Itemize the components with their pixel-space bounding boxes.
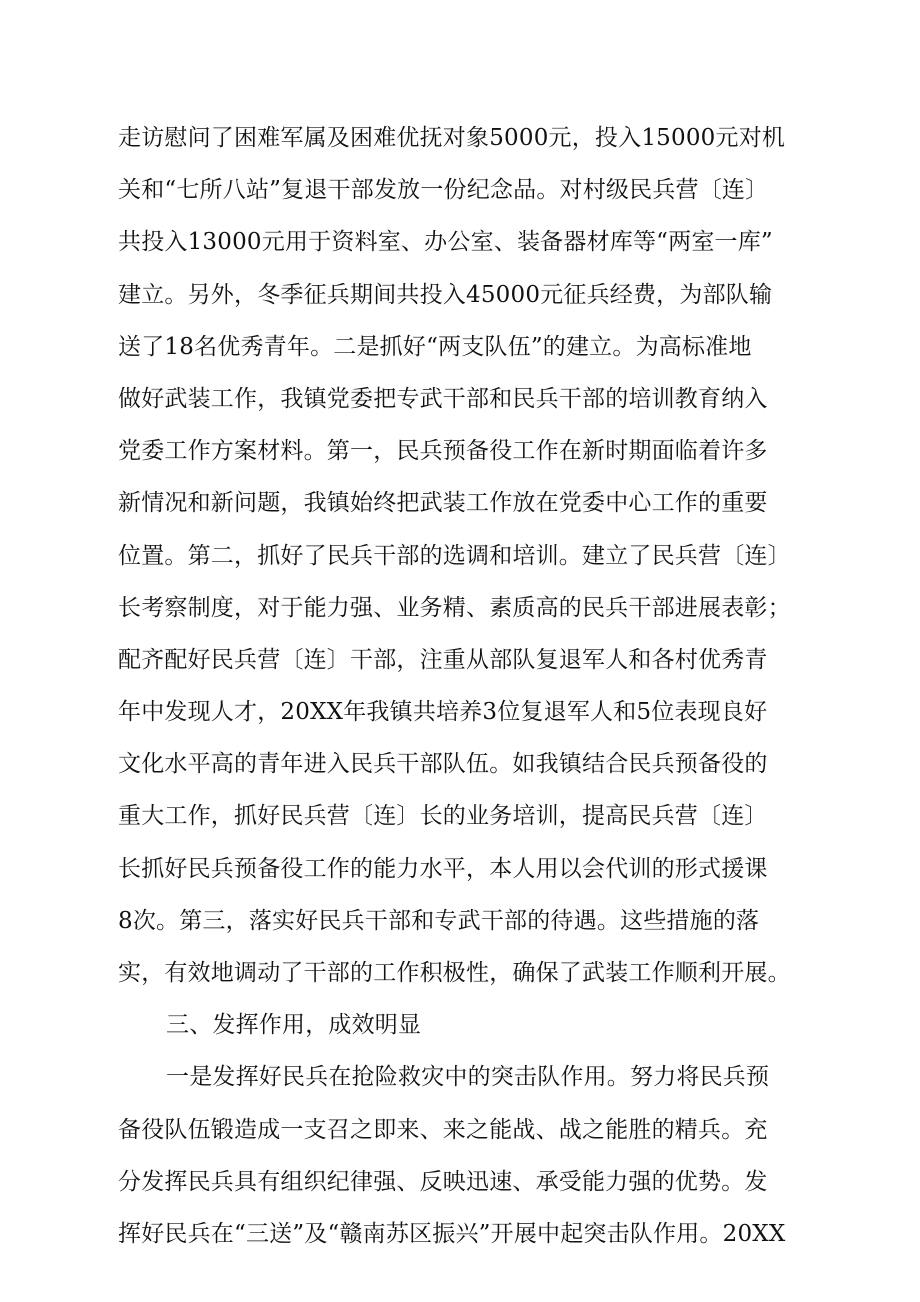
text-line: 走访慰问了困难军属及困难优抚对象5000元，投入15000元对机 <box>118 125 786 151</box>
text-line: 做好武装工作，我镇党委把专武干部和民兵干部的培训教育纳入 <box>118 385 768 412</box>
text-line: 共投入13000元用于资料室、办公室、装备器材库等“两室一库” <box>118 229 773 256</box>
text-line: 党委工作方案材料。第一，民兵预备役工作在新时期面临着许多 <box>118 438 768 465</box>
text-line: 挥好民兵在“三送”及“赣南苏区振兴”开展中起突击队作用。20XX <box>118 1220 786 1247</box>
text-line: 重大工作，抓好民兵营〔连〕长的业务培训，提高民兵营〔连〕 <box>118 803 768 830</box>
text-line: 年中发现人才，20XX年我镇共培养3位复退军人和5位表现良好 <box>118 699 768 726</box>
text-line: 实，有效地调动了干部的工作积极性，确保了武装工作顺利开展。 <box>118 960 791 986</box>
text-line: 配齐配好民兵营〔连〕干部，注重从部队复退军人和各村优秀青 <box>118 646 768 673</box>
section-heading: 三、发挥作用，成效明显 <box>166 1012 422 1039</box>
document-body <box>118 112 818 1260</box>
text-line: 长考察制度，对于能力强、业务精、素质高的民兵干部进展表彰； <box>118 594 791 621</box>
text-line: 关和“七所八站”复退干部发放一份纪念品。对村级民兵营〔连〕 <box>118 177 769 204</box>
text-line: 分发挥民兵具有组织纪律强、反映迅速、承受能力强的优势。发 <box>118 1168 768 1195</box>
text-line: 位置。第二，抓好了民兵干部的选调和培训。建立了民兵营〔连〕 <box>118 542 791 569</box>
text-line: 文化水平高的青年进入民兵干部队伍。如我镇结合民兵预备役的 <box>118 751 768 778</box>
text-line: 一是发挥好民兵在抢险救灾中的突击队作用。努力将民兵预 <box>166 1064 770 1091</box>
text-line: 备役队伍锻造成一支召之即来、来之能战、战之能胜的精兵。充 <box>118 1116 768 1143</box>
text-line: 长抓好民兵预备役工作的能力水平，本人用以会代训的形式援课 <box>118 855 768 882</box>
text-line: 8次。第三，落实好民兵干部和专武干部的待遇。这些措施的落 <box>118 907 760 934</box>
text-line: 建立。另外，冬季征兵期间共投入45000元征兵经费，为部队输 <box>118 281 773 308</box>
text-line: 新情况和新问题，我镇始终把武装工作放在党委中心工作的重要 <box>118 490 768 517</box>
text-line: 送了18名优秀青年。二是抓好“两支队伍”的建立。为高标准地 <box>118 333 752 360</box>
